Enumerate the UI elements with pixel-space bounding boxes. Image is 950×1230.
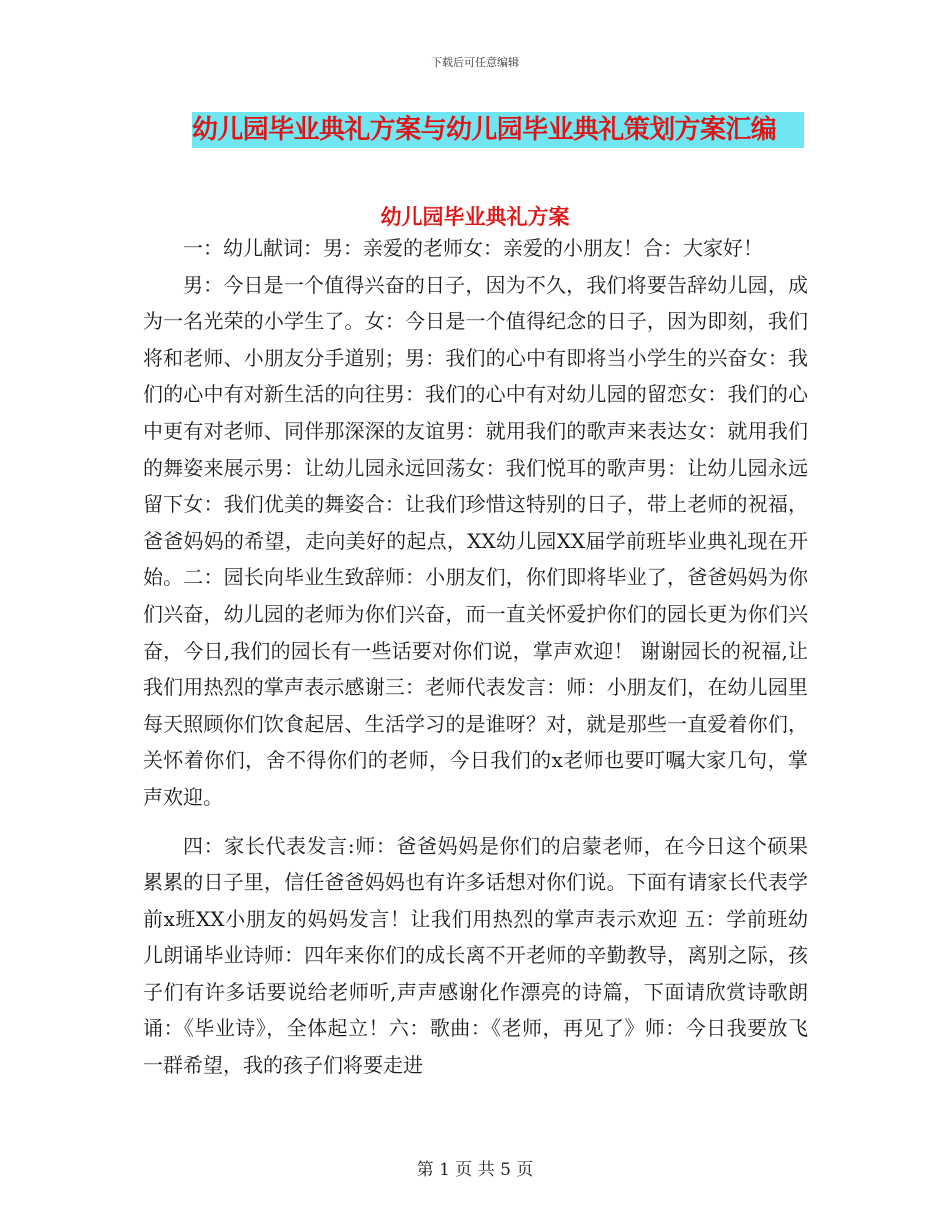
document-body	[143, 230, 808, 1084]
page-number-footer: 第 1 页 共 5 页	[416, 1160, 534, 1180]
header-note: 下载后可任意编辑	[431, 56, 519, 69]
paragraph-1: 一：幼儿献词：男：亲爱的老师女：亲爱的小朋友！合：大家好！	[183, 236, 763, 260]
document-title: 幼儿园毕业典礼方案与幼儿园毕业典礼策划方案汇编	[192, 112, 804, 148]
section-title: 幼儿园毕业典礼方案	[380, 204, 570, 229]
paragraph-3: 四：家长代表发言:师：爸爸妈妈是你们的启蒙老师，在今日这个硕果累累的日子里，信任爸爸妈妈也有许多话想对你们说。下面有请家长代表学前x班XX小朋友的妈妈发言！让我们用热烈的掌声表示欢迎 五：学前班幼儿朗诵毕业诗师：四年来你们的成长离不开老师的辛勤教导，离别之际，孩子们有许多话要说给老师听,声声感谢化作漂亮的诗篇，下面请欣赏诗歌朗诵：《毕业诗》，全体起立！六：歌曲：《老师，再见了》师：今日我要放飞一群希望，我的孩子们将要走进	[143, 833, 808, 1078]
paragraph-2: 男：今日是一个值得兴奋的日子，因为不久，我们将要告辞幼儿园，成为一名光荣的小学生了。女：今日是一个值得纪念的日子，因为即刻，我们将和老师、小朋友分手道别；男：我们的心中有即将当小学生的兴奋女：我们的心中有对新生活的向往男：我们的心中有对幼儿园的留恋女：我们的心中更有对老师、同伴那深深的友谊男：就用我们的歌声来表达女：就用我们的舞姿来展示男：让幼儿园永远回荡女：我们悦耳的歌声男：让幼儿园永远留下女：我们优美的舞姿合：让我们珍惜这特别的日子，带上老师的祝福，爸爸妈妈的希望，走向美好的起点，XX幼儿园XX届学前班毕业典礼现在开始。二：园长向毕业生致辞师：小朋友们，你们即将毕业了，爸爸妈妈为你们兴奋，幼儿园的老师为你们兴奋，而一直关怀爱护你们的园长更为你们兴奋，今日,我们的园长有一些话要对你们说，掌声欢迎！ 谢谢园长的祝福,让我们用热烈的掌声表示感谢三：老师代表发言：师：小朋友们，在幼儿园里每天照顾你们饮食起居、生活学习的是谁呀？对，就是那些一直爱着你们，关怀着你们，舍不得你们的老师，今日我们的x老师也要叮嘱大家几句，掌声欢迎。	[143, 272, 808, 809]
